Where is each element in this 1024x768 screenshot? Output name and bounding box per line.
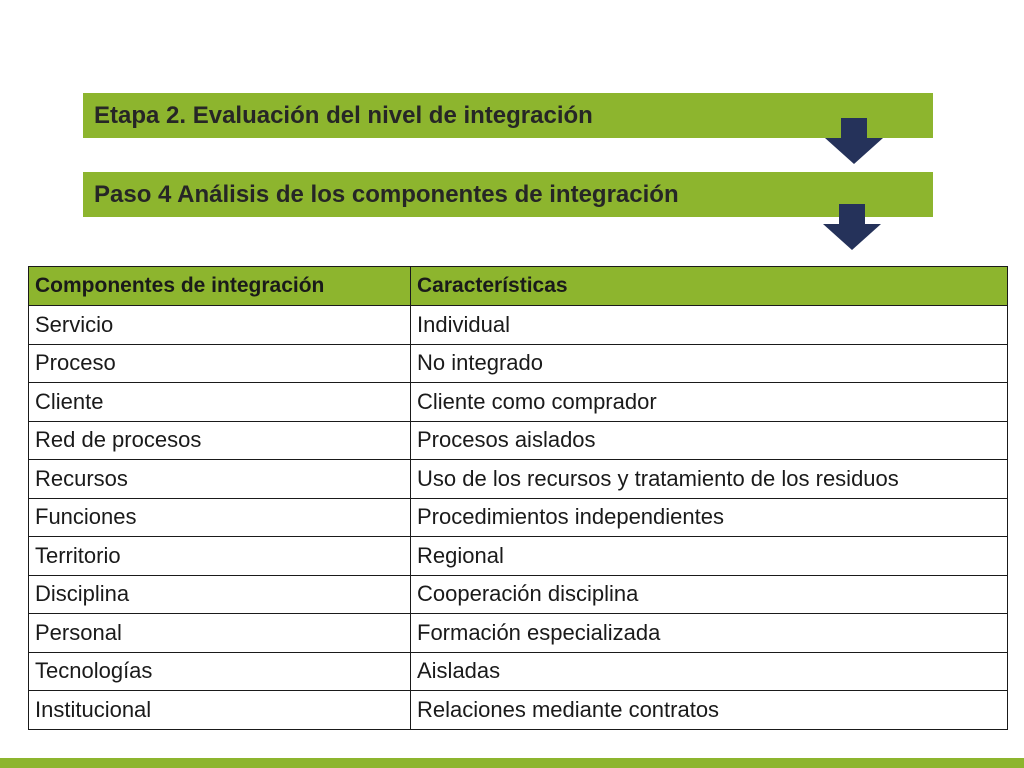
table-row bbox=[29, 691, 1008, 730]
table-body bbox=[29, 306, 1008, 730]
characteristic-cell: Aisladas bbox=[411, 652, 1008, 691]
characteristic-cell: Procedimientos independientes bbox=[411, 498, 1008, 537]
table-row bbox=[29, 383, 1008, 422]
characteristic-cell: Cooperación disciplina bbox=[411, 575, 1008, 614]
column-header-characteristics: Características bbox=[411, 267, 1008, 306]
table-row bbox=[29, 460, 1008, 499]
stage-title: Etapa 2. Evaluación del nivel de integración bbox=[94, 101, 593, 129]
table-row bbox=[29, 306, 1008, 345]
component-cell: Cliente bbox=[29, 383, 411, 422]
table-row bbox=[29, 421, 1008, 460]
stage-title-bar bbox=[83, 93, 933, 138]
step-title-bar bbox=[83, 172, 933, 217]
table-row bbox=[29, 498, 1008, 537]
table-row bbox=[29, 652, 1008, 691]
characteristic-cell: Relaciones mediante contratos bbox=[411, 691, 1008, 730]
component-cell: Servicio bbox=[29, 306, 411, 345]
column-header-components: Componentes de integración bbox=[29, 267, 411, 306]
components-table bbox=[28, 266, 1008, 730]
table-row bbox=[29, 614, 1008, 653]
component-cell: Proceso bbox=[29, 344, 411, 383]
component-cell: Disciplina bbox=[29, 575, 411, 614]
table-row bbox=[29, 344, 1008, 383]
component-cell: Red de procesos bbox=[29, 421, 411, 460]
characteristic-cell: Regional bbox=[411, 537, 1008, 576]
characteristic-cell: No integrado bbox=[411, 344, 1008, 383]
table-header-row bbox=[29, 267, 1008, 306]
bottom-accent-stripe bbox=[0, 758, 1024, 768]
component-cell: Tecnologías bbox=[29, 652, 411, 691]
table-row bbox=[29, 575, 1008, 614]
table-row bbox=[29, 537, 1008, 576]
component-cell: Funciones bbox=[29, 498, 411, 537]
characteristic-cell: Procesos aislados bbox=[411, 421, 1008, 460]
arrow-down-icon bbox=[825, 118, 883, 164]
characteristic-cell: Cliente como comprador bbox=[411, 383, 1008, 422]
component-cell: Recursos bbox=[29, 460, 411, 499]
component-cell: Institucional bbox=[29, 691, 411, 730]
characteristic-cell: Individual bbox=[411, 306, 1008, 345]
characteristic-cell: Formación especializada bbox=[411, 614, 1008, 653]
component-cell: Territorio bbox=[29, 537, 411, 576]
step-title: Paso 4 Análisis de los componentes de integración bbox=[94, 180, 679, 208]
arrow-down-icon bbox=[823, 204, 881, 250]
characteristic-cell: Uso de los recursos y tratamiento de los residuos bbox=[411, 460, 1008, 499]
component-cell: Personal bbox=[29, 614, 411, 653]
